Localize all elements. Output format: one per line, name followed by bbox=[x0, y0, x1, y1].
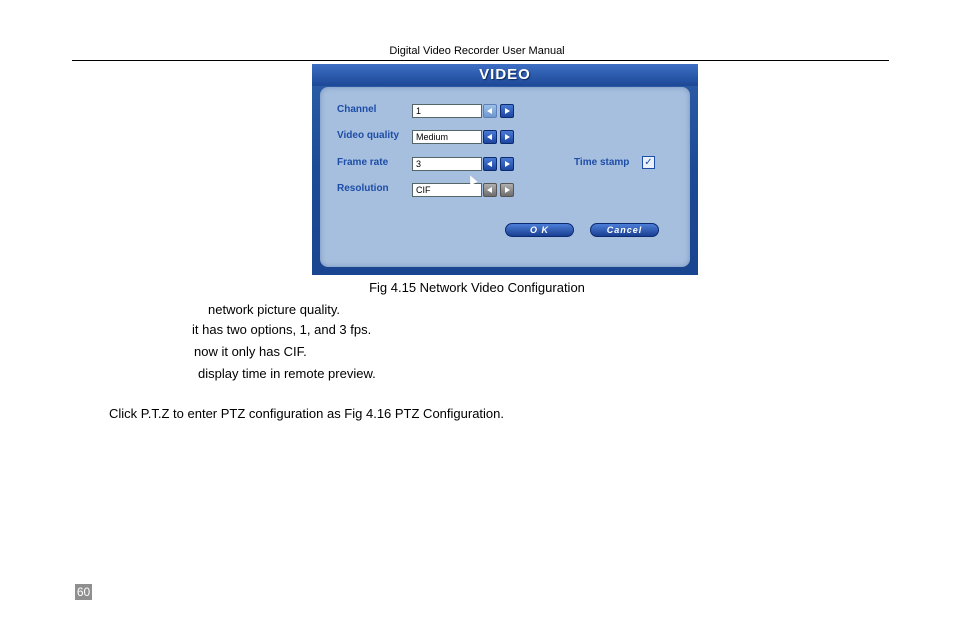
dvr-titlebar bbox=[312, 64, 698, 86]
resolution-field[interactable]: CIF bbox=[412, 183, 482, 197]
figure-caption: Fig 4.15 Network Video Configuration bbox=[369, 280, 585, 295]
video-quality-next-arrow-icon[interactable] bbox=[500, 130, 514, 144]
body-line-time-stamp: display time in remote preview. bbox=[198, 366, 376, 381]
channel-next-arrow-icon[interactable] bbox=[500, 104, 514, 118]
page-header-title: Digital Video Recorder User Manual bbox=[389, 45, 565, 57]
frame-rate-label: Frame rate bbox=[337, 157, 389, 168]
channel-prev-arrow-icon[interactable] bbox=[483, 104, 497, 118]
video-quality-field[interactable]: Medium bbox=[412, 130, 482, 144]
body-line-resolution: now it only has CIF. bbox=[194, 344, 307, 359]
time-stamp-label: Time stamp bbox=[574, 157, 630, 168]
page-number: 60 bbox=[76, 585, 91, 599]
channel-label: Channel bbox=[337, 104, 377, 115]
frame-rate-field[interactable]: 3 bbox=[412, 157, 482, 171]
channel-field[interactable]: 1 bbox=[412, 104, 482, 118]
ok-button[interactable]: O K bbox=[505, 223, 574, 237]
cancel-button[interactable]: Cancel bbox=[590, 223, 659, 237]
video-quality-label: Video quality bbox=[337, 130, 400, 141]
dvr-title: VIDEO bbox=[479, 66, 531, 83]
body-line-frame-rate: it has two options, 1, and 3 fps. bbox=[192, 322, 372, 337]
video-quality-prev-arrow-icon[interactable] bbox=[483, 130, 497, 144]
ptz-instruction: Click P.T.Z to enter PTZ configuration as Fig 4.16 PTZ Configuration. bbox=[109, 406, 504, 421]
resolution-prev-arrow-icon[interactable] bbox=[483, 183, 497, 197]
resolution-label: Resolution bbox=[337, 183, 389, 194]
frame-rate-prev-arrow-icon[interactable] bbox=[483, 157, 497, 171]
body-line-picture-quality: network picture quality. bbox=[208, 302, 340, 317]
header-rule bbox=[72, 60, 889, 61]
resolution-next-arrow-icon[interactable] bbox=[500, 183, 514, 197]
time-stamp-checkbox[interactable]: ✓ bbox=[642, 156, 655, 169]
dvr-video-screenshot bbox=[312, 64, 698, 275]
frame-rate-next-arrow-icon[interactable] bbox=[500, 157, 514, 171]
dvr-settings-panel bbox=[320, 87, 690, 267]
